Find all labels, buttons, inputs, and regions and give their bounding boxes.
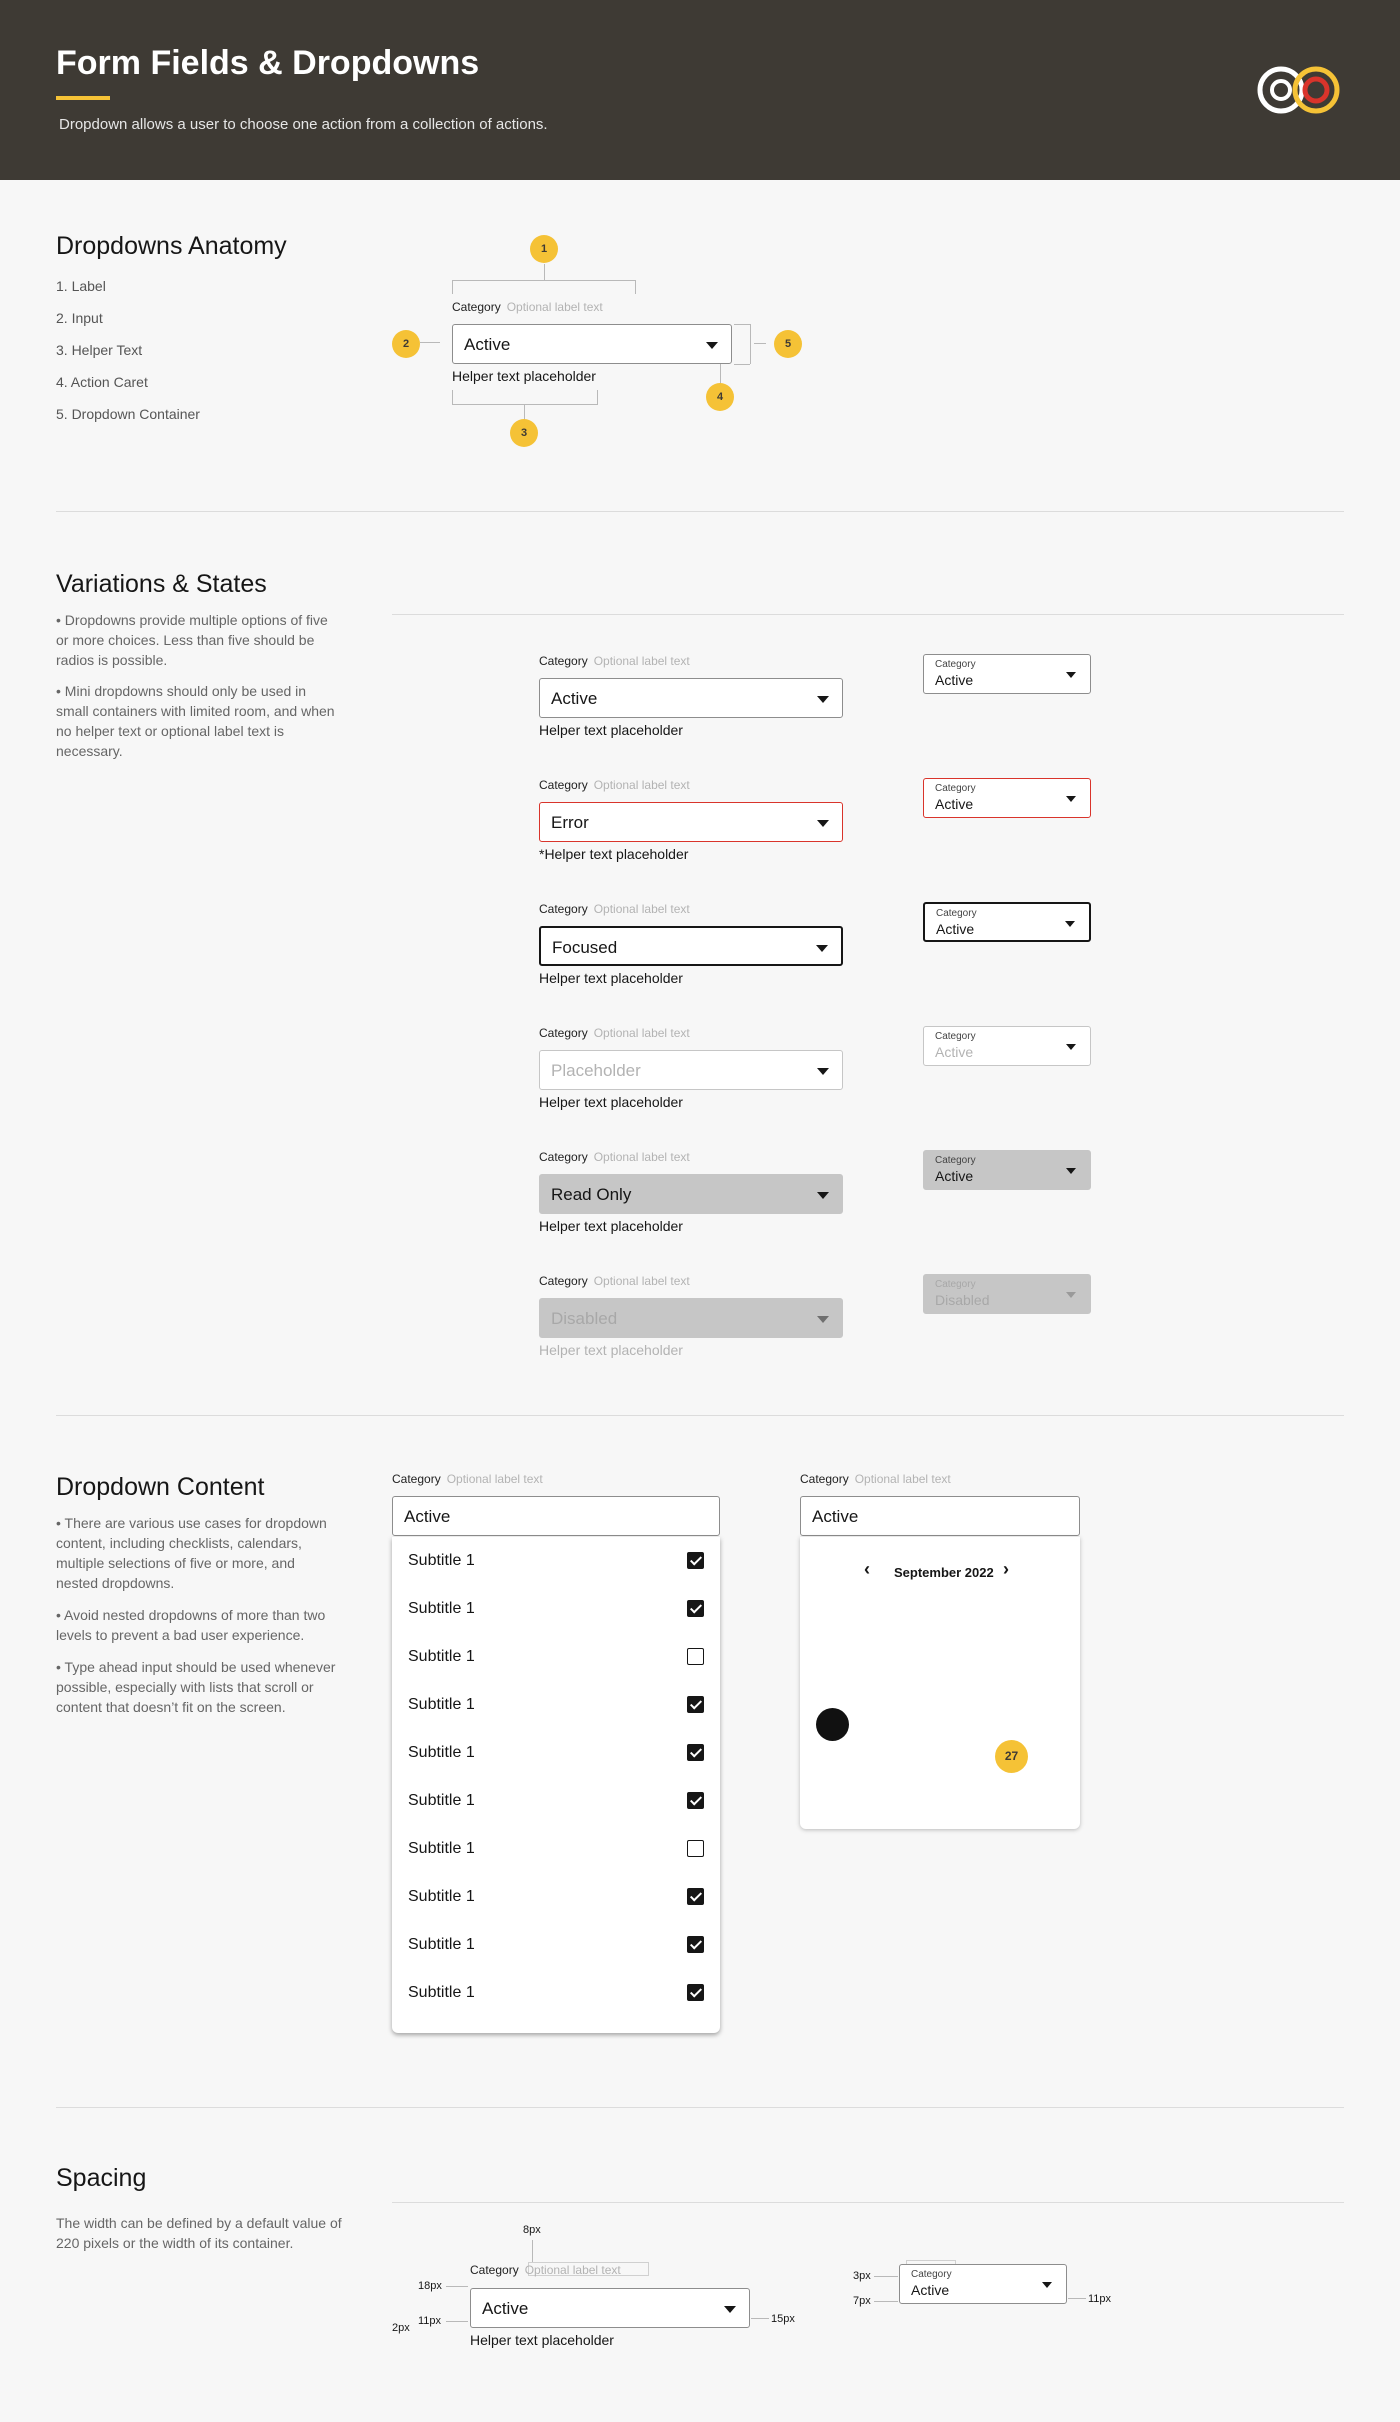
dropdown-value: Active [404,1507,451,1526]
spacing-guide [751,2318,769,2319]
optional-label-text: Optional label text [593,1150,690,1164]
guide-line [734,324,750,325]
guide-line [544,264,545,280]
helper-text: Helper text placeholder [539,970,683,986]
anatomy-marker-2: 2 [392,330,420,358]
dropdown-placeholder[interactable] [539,1050,843,1090]
anatomy-marker-1: 1 [530,235,558,263]
optional-label-text: Optional label text [506,300,603,314]
guide-line [635,280,636,294]
calendar-dropdown[interactable] [800,1496,1080,1536]
dropdown-label [539,778,690,792]
checkbox[interactable] [687,1696,704,1713]
checklist-dropdown[interactable] [392,1496,720,1536]
spacing-note-mini-right: 11px [1088,2293,1112,2305]
variations-desc-1: • Dropdowns provide multiple options of five or more choices. Less than five should be radios is possible. [56,612,328,668]
guide-line [750,324,751,364]
optional-label-text: Optional label text [593,902,690,916]
spacing-note-mini-top: 3px [853,2270,871,2282]
title-accent-bar [56,96,110,100]
checkbox[interactable] [687,1552,704,1569]
mini-label: Category [935,1155,976,1166]
anatomy-item-input: 2. Input [56,310,103,326]
mini-spacing-dropdown[interactable] [899,2264,1067,2304]
mini-label: Category [935,783,976,794]
spacing-note-helper: 11px [418,2315,442,2327]
chevron-left-icon[interactable]: ‹ [864,1559,870,1579]
brand-logo [1256,62,1344,118]
dropdown-value: Placeholder [551,1061,641,1080]
guide-line [452,390,453,404]
dropdown-label [452,300,603,314]
caret-down-icon [1066,796,1076,802]
variations-title: Variations & States [56,570,267,598]
anatomy-item-label: 1. Label [56,278,106,294]
spacing-note-bottom: 2px [392,2322,410,2334]
dropdown-disabled [539,1298,843,1338]
checkbox[interactable] [687,1888,704,1905]
chevron-right-icon[interactable]: › [1003,1559,1009,1579]
dropdown-active[interactable] [539,678,843,718]
checklist-item[interactable] [392,1825,720,1873]
content-desc-3: • Type ahead input should be used whenever possible, especially with lists that scroll or content that doesn’t fit on the screen. [56,1659,336,1715]
spacing-guide [874,2276,898,2277]
anatomy-title: Dropdowns Anatomy [56,232,287,260]
checkbox[interactable] [687,1984,704,2001]
mini-dropdown-placeholder[interactable] [923,1026,1091,1066]
anatomy-dropdown[interactable] [452,324,732,364]
mini-label: Category [911,2269,952,2280]
caret-down-icon [817,1192,829,1199]
caret-down-icon [1065,921,1075,927]
caret-down-icon [1066,672,1076,678]
label-text: Category [539,654,588,668]
dropdown-label [539,902,690,916]
subsection-divider [392,2202,1344,2203]
dropdown-value: Focused [552,938,618,957]
calendar-panel [800,1537,1080,1829]
item-label: Subtitle 1 [408,1888,475,1905]
optional-label-text: Optional label text [593,1274,690,1288]
mini-dropdown-focused[interactable] [923,902,1091,942]
dropdown-value: Active [482,2299,529,2318]
mini-dropdown-active[interactable] [923,654,1091,694]
checkbox[interactable] [687,1936,704,1953]
checklist-item[interactable] [392,1633,720,1681]
checklist-item[interactable] [392,1969,720,2017]
anatomy-marker-4: 4 [706,383,734,411]
label-text: Category [470,2263,519,2277]
caret-down-icon [1042,2282,1052,2288]
spacing-desc: The width can be defined by a default value of 220 pixels or the width of its container. [56,2215,342,2251]
caret-down-icon [706,342,718,349]
selected-day[interactable]: 27 [995,1740,1028,1773]
checklist-item[interactable] [392,1921,720,1969]
mini-dropdown-read-only [923,1150,1091,1190]
guide-line [420,342,440,343]
item-label: Subtitle 1 [408,1600,475,1617]
today-indicator [816,1708,849,1741]
optional-label-text: Optional label text [593,778,690,792]
helper-text: Helper text placeholder [452,368,596,384]
item-label: Subtitle 1 [408,1936,475,1953]
item-label: Subtitle 1 [408,1840,475,1857]
caret-down-icon [817,820,829,827]
label-text: Category [539,902,588,916]
mini-label: Category [936,908,977,919]
item-label: Subtitle 1 [408,1696,475,1713]
helper-text: Helper text placeholder [539,1094,683,1110]
page-title: Form Fields & Dropdowns [56,44,480,82]
caret-down-icon [816,945,828,952]
label-text: Category [800,1472,849,1486]
dropdown-focused[interactable] [539,926,843,966]
label-text: Category [539,1026,588,1040]
dropdown-label [539,654,690,668]
checklist-item[interactable] [392,1585,720,1633]
mini-label: Category [935,659,976,670]
dropdown-label [539,1274,690,1288]
caret-down-icon [1066,1292,1076,1298]
checklist-menu [392,1537,720,2033]
mini-dropdown-disabled [923,1274,1091,1314]
anatomy-marker-5: 5 [774,330,802,358]
item-label: Subtitle 1 [408,1648,475,1665]
dropdown-label [470,2263,621,2277]
checklist-item[interactable] [392,1777,720,1825]
helper-text: Helper text placeholder [539,1218,683,1234]
content-title: Dropdown Content [56,1473,265,1501]
anatomy-item-caret: 4. Action Caret [56,374,148,390]
spacing-dropdown[interactable] [470,2288,750,2328]
spacing-guide [1068,2298,1086,2299]
optional-label-text: Optional label text [854,1472,951,1486]
spacing-note-top: 8px [523,2224,541,2236]
mini-value: Disabled [935,1292,990,1308]
spacing-note-mini-bottom: 7px [853,2295,871,2307]
checkbox[interactable] [687,1744,704,1761]
mini-value: Active [911,2282,950,2298]
mini-value: Active [935,672,974,688]
dropdown-value: Error [551,813,589,832]
checkbox[interactable] [687,1840,704,1857]
guide-line [754,343,766,344]
helper-text: Helper text placeholder [470,2332,614,2348]
guide-line [452,280,453,294]
content-desc-1: • There are various use cases for dropdown content, including checklists, calendars, multiple selections of five or more, and nested dropdowns. [56,1515,327,1591]
guide-line [452,404,598,405]
dropdown-label [392,1472,543,1486]
guide-line [597,390,598,404]
label-text: Category [539,778,588,792]
checkbox[interactable] [687,1792,704,1809]
checklist-item[interactable] [392,1729,720,1777]
label-text: Category [539,1274,588,1288]
mini-value: Active [935,796,974,812]
dropdown-error[interactable] [539,802,843,842]
label-text: Category [452,300,501,314]
mini-value: Active [936,921,975,937]
checkbox[interactable] [687,1600,704,1617]
dropdown-label [539,1150,690,1164]
dropdown-value: Disabled [551,1309,618,1328]
optional-label-text: Optional label text [593,1026,690,1040]
caret-down-icon [1066,1044,1076,1050]
checklist-item[interactable] [392,1537,720,1585]
optional-label-text: Optional label text [446,1472,543,1486]
item-label: Subtitle 1 [408,1984,475,2001]
item-label: Subtitle 1 [408,1552,475,1569]
dropdown-value: Active [812,1507,859,1526]
content-desc-2: • Avoid nested dropdowns of more than two levels to prevent a bad user experience. [56,1607,326,1643]
guide-line [720,364,721,384]
caret-down-icon [724,2306,736,2313]
section-divider [56,511,1344,512]
dropdown-read-only [539,1174,843,1214]
caret-down-icon [817,1068,829,1075]
calendar-month: September 2022 [894,1565,994,1580]
spacing-guide [532,2240,533,2262]
dropdown-label [539,1026,690,1040]
spacing-guide [446,2286,468,2287]
optional-label-text: Optional label text [593,654,690,668]
variations-desc-2: • Mini dropdowns should only be used in small containers with limited room, and when no helper text or optional label text is necessary. [56,683,335,759]
helper-text-disabled: Helper text placeholder [539,1342,683,1358]
spacing-note-right: 15px [771,2313,795,2325]
caret-down-icon [817,1316,829,1323]
caret-down-icon [817,696,829,703]
helper-text: Helper text placeholder [539,722,683,738]
mini-label: Category [935,1279,976,1290]
dropdown-value: Active [551,689,598,708]
checkbox[interactable] [687,1648,704,1665]
mini-dropdown-error[interactable] [923,778,1091,818]
guide-line [734,364,750,365]
anatomy-marker-3: 3 [510,419,538,447]
caret-down-icon [1066,1168,1076,1174]
spacing-note-label: 18px [418,2280,442,2292]
subsection-divider [392,614,1344,615]
item-label: Subtitle 1 [408,1792,475,1809]
dropdown-label [800,1472,951,1486]
dropdown-value: Active [464,335,511,354]
guide-line [452,280,636,281]
optional-label-text: Optional label text [524,2263,621,2277]
item-label: Subtitle 1 [408,1744,475,1761]
checklist-item[interactable] [392,1681,720,1729]
label-text: Category [539,1150,588,1164]
anatomy-item-container: 5. Dropdown Container [56,406,200,422]
page-header [0,0,1400,180]
spacing-title: Spacing [56,2164,147,2192]
spacing-guide [446,2321,468,2322]
spacing-guide [874,2301,898,2302]
section-divider [56,2107,1344,2108]
mini-label: Category [935,1031,976,1042]
checklist-item[interactable] [392,1873,720,1921]
helper-text-error: *Helper text placeholder [539,846,689,862]
section-divider [56,1415,1344,1416]
anatomy-item-helper: 3. Helper Text [56,342,143,358]
page-subtitle: Dropdown allows a user to choose one action from a collection of actions. [59,116,548,133]
mini-value: Active [935,1044,974,1060]
label-text: Category [392,1472,441,1486]
dropdown-value: Read Only [551,1185,632,1204]
mini-value: Active [935,1168,974,1184]
